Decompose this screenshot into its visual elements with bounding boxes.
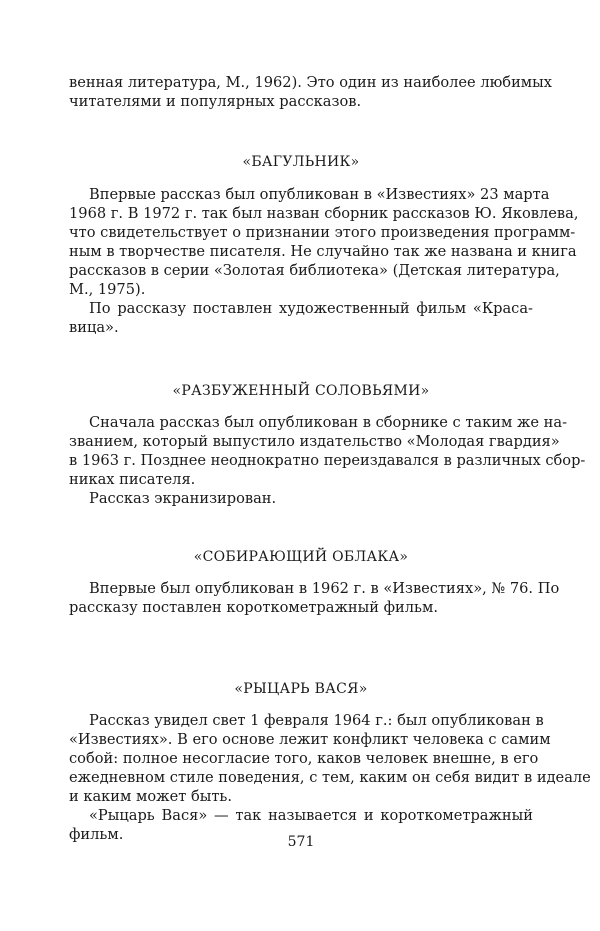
intro-paragraph	[69, 73, 553, 111]
section-text-bagulnik	[69, 185, 579, 337]
section-heading-rytsar-vasya: «РЫЦАРЬ ВАСЯ»	[234, 681, 368, 697]
text-line: 1968 г. В 1972 г. так был назван сборник рассказов Ю. Яковлева,	[69, 205, 579, 222]
text-line: «Известиях». В его основе лежит конфликт человека с самим	[69, 731, 551, 748]
section-heading-sobirayushchy: «СОБИРАЮЩИЙ ОБЛАКА»	[193, 549, 409, 565]
text-line: ежедневном стиле поведения, с тем, каким он себя видит в идеале	[69, 769, 591, 786]
page-number: 571	[287, 834, 315, 850]
text-line: Впервые был опубликован в 1962 г. в «Известиях», № 76. По	[89, 580, 560, 597]
text-line: званием, который выпустило издательство «Молодая гвардия»	[69, 433, 560, 450]
text-line: ным в творчестве писателя. Не случайно так же названа и книга	[69, 243, 577, 260]
text-line: Впервые рассказ был опубликован в «Известиях» 23 марта	[89, 186, 550, 203]
text-line: и каким может быть.	[69, 788, 232, 805]
section-text-rytsar-vasya	[69, 711, 591, 844]
section-heading-bagulnik: «БАГУЛЬНИК»	[242, 154, 360, 170]
text-line: в 1963 г. Позднее неоднократно переиздавался в различных сбор-	[69, 452, 586, 469]
text-line: фильм.	[69, 826, 124, 843]
text-line: венная литература, М., 1962). Это один из наиболее любимых	[69, 74, 553, 91]
text-line: никах писателя.	[69, 471, 196, 488]
text-line: рассказов в серии «Золотая библиотека» (Детская литература,	[69, 262, 560, 279]
section-text-razbuzhenny	[69, 413, 586, 508]
text-line: М., 1975).	[69, 281, 146, 298]
text-line: собой: полное несогласие того, каков человек внешне, в его	[69, 750, 539, 767]
text-line: По рассказу поставлен художественный фильм «Краса-	[89, 300, 533, 317]
text-line: «Рыцарь Вася» — так называется и короткометражный	[89, 807, 533, 824]
text-line: что свидетельствует о признании этого произведения программ-	[69, 224, 576, 241]
text-line: читателями и популярных рассказов.	[69, 93, 362, 110]
text-line: Рассказ экранизирован.	[89, 490, 277, 507]
text-line: Рассказ увидел свет 1 февраля 1964 г.: был опубликован в	[89, 712, 544, 729]
text-line: Сначала рассказ был опубликован в сборнике с таким же на-	[89, 414, 568, 431]
text-line: вица».	[69, 319, 119, 336]
section-heading-razbuzhenny: «РАЗБУЖЕННЫЙ СОЛОВЬЯМИ»	[172, 383, 430, 399]
text-line: рассказу поставлен короткометражный фильм.	[69, 599, 438, 616]
section-text-sobirayushchy	[69, 579, 560, 617]
